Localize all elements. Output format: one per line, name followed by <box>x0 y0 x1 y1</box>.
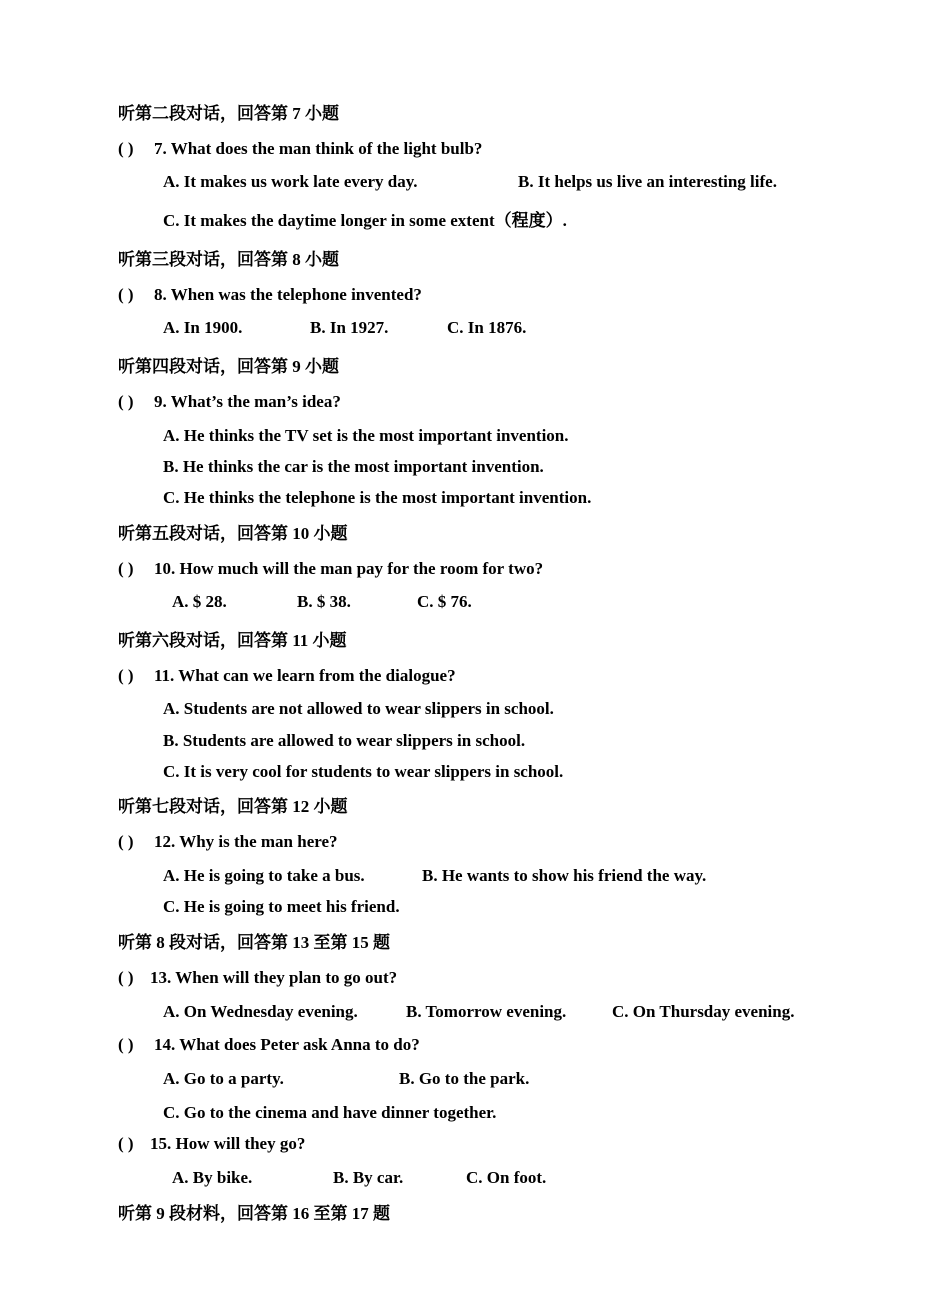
question-12 <box>118 831 338 853</box>
option-b: B. He thinks the car is the most important invention. <box>163 457 544 476</box>
option-b: B. Tomorrow evening. <box>406 1002 567 1021</box>
option-c: C. On foot. <box>466 1168 547 1187</box>
option-c: C. On Thursday evening. <box>612 1002 795 1021</box>
option-c: C. Go to the cinema and have dinner together. <box>163 1103 497 1122</box>
question-text: 12. Why is the man here? <box>154 832 338 851</box>
question-7 <box>118 138 482 160</box>
option-a: A. He is going to take a bus. <box>163 866 365 885</box>
option-a: A. Go to a party. <box>163 1069 284 1088</box>
question-text: 9. What’s the man’s idea? <box>154 392 341 411</box>
answer-blank: ( ) <box>118 1035 134 1054</box>
option-a: A. It makes us work late every day. <box>163 172 418 191</box>
option-c: C. He thinks the telephone is the most important invention. <box>163 488 592 507</box>
option-a: A. $ 28. <box>172 592 227 611</box>
option-b: B. In 1927. <box>310 318 389 337</box>
section-header: 听第七段对话，回答第 12 小题 <box>118 797 348 816</box>
option-a: A. On Wednesday evening. <box>163 1002 358 1021</box>
option-a: A. Students are not allowed to wear slippers in school. <box>163 699 554 718</box>
question-15 <box>118 1133 305 1155</box>
answer-blank: ( ) <box>118 666 134 685</box>
question-9 <box>118 391 341 413</box>
question-text: 11. What can we learn from the dialogue? <box>154 666 456 685</box>
option-b: B. Students are allowed to wear slippers in school. <box>163 731 526 750</box>
question-text: 14. What does Peter ask Anna to do? <box>154 1035 420 1054</box>
question-text: 13. When will they plan to go out? <box>150 968 398 987</box>
option-a: A. In 1900. <box>163 318 243 337</box>
option-c: C. In 1876. <box>447 318 527 337</box>
option-b: B. Go to the park. <box>399 1069 530 1088</box>
section-header: 听第 8 段对话，回答第 13 至第 15 题 <box>118 933 390 952</box>
option-b: B. He wants to show his friend the way. <box>422 866 707 885</box>
answer-blank: ( ) <box>118 832 134 851</box>
section-header: 听第二段对话，回答第 7 小题 <box>118 104 339 123</box>
question-14 <box>118 1034 420 1056</box>
question-11 <box>118 665 456 687</box>
question-text: 10. How much will the man pay for the room for two? <box>154 559 544 578</box>
question-text: 15. How will they go? <box>150 1134 306 1153</box>
option-b: B. By car. <box>333 1168 404 1187</box>
option-b: B. It helps us live an interesting life. <box>518 172 777 191</box>
question-13 <box>118 967 397 989</box>
answer-blank: ( ) <box>118 392 134 411</box>
answer-blank: ( ) <box>118 968 134 987</box>
question-10 <box>118 558 543 580</box>
question-text: 7. What does the man think of the light bulb? <box>154 139 483 158</box>
option-c: C. $ 76. <box>417 592 472 611</box>
answer-blank: ( ) <box>118 139 134 158</box>
answer-blank: ( ) <box>118 285 134 304</box>
question-8 <box>118 284 422 306</box>
section-header: 听第三段对话，回答第 8 小题 <box>118 250 339 269</box>
option-a: A. He thinks the TV set is the most important invention. <box>163 426 569 445</box>
option-a: A. By bike. <box>172 1168 253 1187</box>
answer-blank: ( ) <box>118 559 134 578</box>
section-header: 听第 9 段材料，回答第 16 至第 17 题 <box>118 1204 390 1223</box>
option-c: C. It is very cool for students to wear slippers in school. <box>163 762 564 781</box>
answer-blank: ( ) <box>118 1134 134 1153</box>
section-header: 听第四段对话，回答第 9 小题 <box>118 357 339 376</box>
option-c: C. He is going to meet his friend. <box>163 897 400 916</box>
section-header: 听第六段对话，回答第 11 小题 <box>118 631 347 650</box>
option-c: C. It makes the daytime longer in some extent（程度）. <box>163 211 567 230</box>
option-b: B. $ 38. <box>297 592 351 611</box>
section-header: 听第五段对话，回答第 10 小题 <box>118 524 348 543</box>
question-text: 8. When was the telephone invented? <box>154 285 422 304</box>
